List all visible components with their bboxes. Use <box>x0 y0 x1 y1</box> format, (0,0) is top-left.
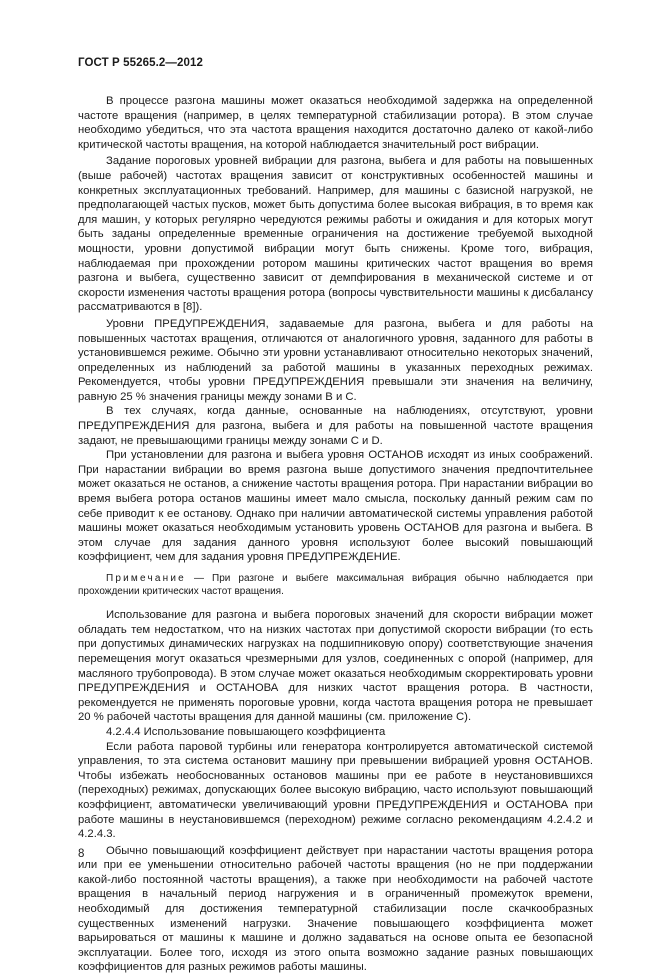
document-header: ГОСТ Р 55265.2—2012 <box>78 57 203 69</box>
paragraph: Задание пороговых уровней вибрации для разгона, выбега и для работы на повышенных (выше рабочей) частотах вращения зависит от конструктивных особенностей машины и конкретных эксплуатационных требований. Например, для машины с базисной нагрузкой, не предполагающей частых пусков, может быть допустима более высокая вибрация, в то время как для машин, у которых регулярно чередуются режимы работы и ожидания и для которых могут быть заданы определенные временные ограничения на достижение требуемой выходной мощности, уровни допустимой вибрации могут быть снижены. Кроме того, вибрация, наблюдаемая при прохождении ротором машины критических частот вращения во время разгона и выбега, существенно зависит от демпфирования в механической системе и от скорости изменения частоты вращения ротора (вопросы чувствительности машины к дисбалансу рассматриваются в [8]). <box>78 155 593 314</box>
page-number: 8 <box>78 848 85 860</box>
document-body <box>78 94 593 975</box>
paragraph: Если работа паровой турбины или генератора контролируется автоматической системой управления, то эта система остановит машину при превышении вибрацией уровня ОСТАНОВ. Чтобы избежать необоснованных остановов машины при ее работе в неустановившихся (переходных) режимах, допускающих более высокую вибрацию, часто используют повышающий коэффициент, автоматически увеличивающий уровни ПРЕДУПРЕЖДЕНИЯ и ОСТАНОВА при работе машины в неустановившемся (переходном) режиме согласно рекомендациям 4.2.4.2 и 4.2.4.3. <box>78 740 593 841</box>
subsection-title: 4.2.4.4 Использование повышающего коэффициента <box>106 725 386 738</box>
paragraph: Уровни ПРЕДУПРЕЖДЕНИЯ, задаваемые для разгона, выбега и для работы на повышенных частотах вращения, отличаются от аналогичного уровня, заданного для работы в установившемся режиме. Обычно эти уровни устанавливают относительно некоторых значений, определенных из наблюдений за работой машины в указанных переходных режимах. Рекомендуется, чтобы уровни ПРЕДУПРЕЖДЕНИЯ превышали эти значения на величину, равную 25 % значения границы между зонами B и C. <box>78 317 593 403</box>
paragraph: Использование для разгона и выбега пороговых значений для скорости вибрации может обладать тем недостатком, что на низких частотах при допустимой скорости вибрации (то есть при допустимых динамических нагрузках на подшипниковую опору) соответствующие значения перемещения могут оказаться чрезмерными для узлов, соединенных с опорой (например, для масляного трубопровода). В этом случае может оказаться необходимым скорректировать уровни ПРЕДУПРЕЖДЕНИЯ и ОСТАНОВА для низких частот вращения ротора. В частности, рекомендуется не применять пороговые уровни, когда частота вращения ротора не превышает 20 % рабочей частоты вращения для данной машины (см. приложение C). <box>78 609 593 724</box>
note <box>78 573 593 598</box>
paragraph: Обычно повышающий коэффициент действует при нарастании частоты вращения ротора или при ее уменьшении относительно рабочей частоты вращения (но не при поддержании какой-либо постоянной частоты вращения), а также при необходимости на рабочей частоте вращения в начальный период нагружения и в ограниченный промежуток времени, необходимый для достижения температурной стабилизации после скачкообразных существенных изменений нагрузки. Значение повышающего коэффициента может варьироваться от машины к машине и должно задаваться на основе опыта ее безопасной эксплуатации. Более того, исходя из этого опыта возможно задание разных повышающих коэффициентов для разных режимов работы машины. <box>78 844 593 974</box>
paragraph: В процессе разгона машины может оказаться необходимой задержка на определенной частоте вращения (например, в целях температурной стабилизации ротора). В этом случае необходимо убедиться, что эта частота вращения находится достаточно далеко от какой-либо критической частоты вращения, на которой наблюдается значительный рост вибрации. <box>78 95 593 151</box>
note-label: Примечание <box>106 573 186 584</box>
paragraph: При установлении для разгона и выбега уровня ОСТАНОВ исходят из иных соображений. При нарастании вибрации во время разгона выше допустимого значения предпочтительнее может оказаться не останов, а снижение частоты вращения ротора. При нарастании вибрации во время выбега ротора останов машины имеет мало смысла, поскольку данный режим сам по себе приводит к ее останову. Однако при наличии автоматической системы управления работой машины может оказаться необходимым установить уровень ОСТАНОВ для разгона и выбега. В этом случае для задания данного уровня используют более высокий повышающий коэффициент, чем для задания уровня ПРЕДУПРЕЖДЕНИЕ. <box>78 449 593 564</box>
note-text: — При разгоне и выбеге максимальная вибрация обычно наблюдается при прохождении критических частот вращения. <box>78 573 593 597</box>
paragraph: В тех случаях, когда данные, основанные на наблюдениях, отсутствуют, уровни ПРЕДУПРЕЖДЕНИЯ для разгона, выбега и для работы на повышенной частоте вращения задают, не превышающими границы между зонами C и D. <box>78 405 593 447</box>
